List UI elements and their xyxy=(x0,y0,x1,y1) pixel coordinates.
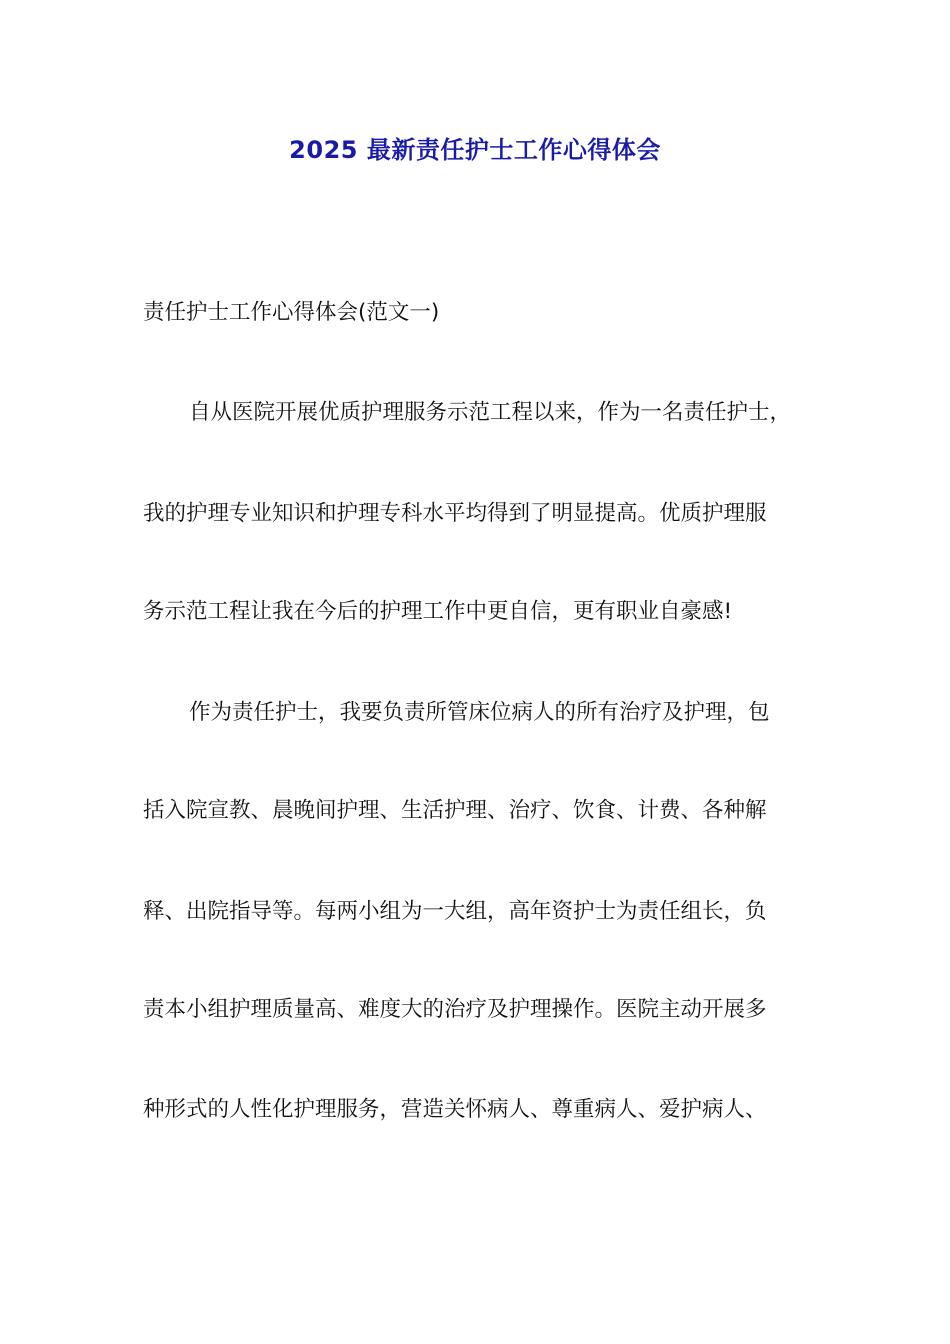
paragraph-line: 作为责任护士，我要负责所管床位病人的所有治疗及护理，包 xyxy=(189,700,770,725)
paragraph-line: 我的护理专业知识和护理专科水平均得到了明显提高。优质护理服 xyxy=(143,501,767,526)
paragraph-line: 括入院宣教、晨晚间护理、生活护理、治疗、饮食、计费、各种解 xyxy=(143,798,767,823)
paragraph-line: 责本小组护理质量高、难度大的治疗及护理操作。医院主动开展多 xyxy=(143,997,767,1022)
section-heading: 责任护士工作心得体会(范文一) xyxy=(143,300,440,325)
paragraph-line: 种形式的人性化护理服务，营造关怀病人、尊重病人、爱护病人、 xyxy=(143,1097,767,1122)
paragraph-line: 自从医院开展优质护理服务示范工程以来，作为一名责任护士， xyxy=(189,400,792,425)
paragraph-line: 务示范工程让我在今后的护理工作中更自信，更有职业自豪感! xyxy=(143,599,733,624)
page-title: 2025 最新责任护士工作心得体会 xyxy=(289,136,661,164)
paragraph-line: 释、出院指导等。每两小组为一大组，高年资护士为责任组长，负 xyxy=(143,899,767,924)
